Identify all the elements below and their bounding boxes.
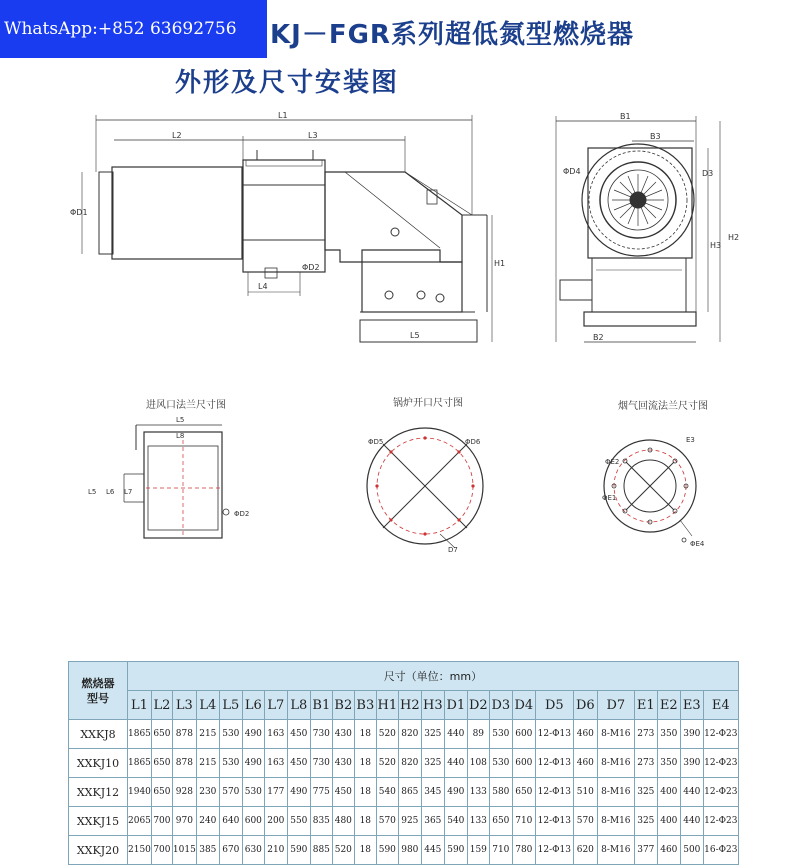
- table-cell: 1865: [128, 720, 152, 749]
- table-cell: 8-M16: [597, 807, 634, 836]
- table-cell: 430: [332, 720, 354, 749]
- column-header: D2: [467, 691, 489, 720]
- dim-label: ΦD2: [302, 263, 320, 272]
- table-cell: 163: [264, 720, 287, 749]
- column-header: E2: [657, 691, 680, 720]
- column-header: E3: [680, 691, 703, 720]
- column-header: H3: [421, 691, 444, 720]
- table-cell: 520: [376, 720, 398, 749]
- table-row: [69, 749, 739, 778]
- dim-label: ΦE2: [605, 458, 620, 466]
- table-cell: 650: [512, 778, 535, 807]
- title-line-2: 外形及尺寸安装图: [175, 68, 400, 98]
- table-cell: 12-Φ13: [535, 778, 573, 807]
- table-cell: 440: [444, 720, 467, 749]
- table-cell: 820: [398, 720, 421, 749]
- column-header: L7: [264, 691, 287, 720]
- table-cell: 390: [680, 749, 703, 778]
- table-cell: 780: [512, 836, 535, 865]
- table-cell: 710: [512, 807, 535, 836]
- table-cell: 650: [489, 807, 512, 836]
- table-cell: 8-M16: [597, 836, 634, 865]
- column-header: D6: [573, 691, 597, 720]
- table-cell: 530: [489, 720, 512, 749]
- table-cell: 775: [310, 778, 332, 807]
- dim-label: ΦE1: [602, 494, 617, 502]
- table-cell: 640: [219, 807, 242, 836]
- table-cell: 163: [264, 749, 287, 778]
- dim-label: L5: [176, 416, 185, 424]
- table-cell: 377: [634, 836, 657, 865]
- table-cell: 970: [172, 807, 196, 836]
- dim-label: D7: [448, 546, 458, 554]
- table-cell: 12-Φ13: [535, 749, 573, 778]
- dim-label: L3: [308, 131, 318, 140]
- column-header: E4: [703, 691, 738, 720]
- table-cell: 215: [196, 720, 219, 749]
- table-cell: 885: [310, 836, 332, 865]
- table-cell: 1015: [172, 836, 196, 865]
- title-line-1: KJ－FGR系列超低氮型燃烧器: [270, 20, 634, 50]
- column-header: L3: [172, 691, 196, 720]
- table-cell: 590: [444, 836, 467, 865]
- table-cell: 2150: [128, 836, 152, 865]
- table-cell: 928: [172, 778, 196, 807]
- column-header: L5: [219, 691, 242, 720]
- column-header: B1: [310, 691, 332, 720]
- column-header: D1: [444, 691, 467, 720]
- table-cell: 700: [151, 807, 172, 836]
- table-cell: 18: [354, 836, 376, 865]
- column-header: H2: [398, 691, 421, 720]
- table-cell: 570: [573, 807, 597, 836]
- inlet-flange-caption: 进风口法兰尺寸图: [146, 400, 226, 411]
- table-cell: 865: [398, 778, 421, 807]
- dim-label: H1: [494, 259, 506, 268]
- table-cell: 12-Φ23: [703, 807, 738, 836]
- table-cell: 2065: [128, 807, 152, 836]
- table-cell: 460: [573, 749, 597, 778]
- column-header: L4: [196, 691, 219, 720]
- table-cell: 12-Φ23: [703, 749, 738, 778]
- table-cell: 350: [657, 749, 680, 778]
- dim-label: ΦD4: [563, 167, 581, 176]
- model-cell: XXKJ8: [69, 720, 128, 749]
- column-header: B3: [354, 691, 376, 720]
- table-cell: 365: [421, 807, 444, 836]
- table-cell: 400: [657, 778, 680, 807]
- dim-label: L5: [410, 331, 420, 340]
- table-cell: 590: [376, 836, 398, 865]
- column-header: D3: [489, 691, 512, 720]
- table-cell: 18: [354, 749, 376, 778]
- table-cell: 650: [151, 720, 172, 749]
- table-cell: 12-Φ23: [703, 778, 738, 807]
- dim-label: E3: [686, 436, 695, 444]
- dim-label: L1: [278, 111, 288, 120]
- table-cell: 600: [242, 807, 264, 836]
- table-cell: 325: [634, 807, 657, 836]
- model-cell: XXKJ20: [69, 836, 128, 865]
- table-cell: 450: [287, 720, 310, 749]
- table-cell: 530: [219, 720, 242, 749]
- table-row: [69, 836, 739, 865]
- table-cell: 670: [219, 836, 242, 865]
- table-cell: 570: [219, 778, 242, 807]
- dim-label: L8: [176, 432, 185, 440]
- table-cell: 440: [680, 807, 703, 836]
- table-cell: 500: [680, 836, 703, 865]
- inlet-flange-drawing: [88, 416, 249, 538]
- table-cell: 520: [332, 836, 354, 865]
- table-cell: 12-Φ13: [535, 836, 573, 865]
- table-cell: 490: [242, 720, 264, 749]
- dim-label: L5: [88, 488, 97, 496]
- fgr-flange-drawing: [602, 436, 705, 548]
- column-header: E1: [634, 691, 657, 720]
- table-cell: 878: [172, 749, 196, 778]
- table-cell: 460: [573, 720, 597, 749]
- column-header: L6: [242, 691, 264, 720]
- model-cell: XXKJ15: [69, 807, 128, 836]
- table-cell: 925: [398, 807, 421, 836]
- dim-label: ΦD2: [234, 510, 250, 518]
- dim-label: ΦD1: [70, 208, 88, 217]
- table-cell: 570: [376, 807, 398, 836]
- table-cell: 580: [489, 778, 512, 807]
- table-cell: 520: [376, 749, 398, 778]
- table-cell: 18: [354, 807, 376, 836]
- table-cell: 620: [573, 836, 597, 865]
- table-unit-header: 尺寸（单位：mm）: [128, 662, 739, 691]
- table-cell: 490: [242, 749, 264, 778]
- dim-label: ΦD5: [368, 438, 384, 446]
- table-row: [69, 778, 739, 807]
- table-cell: 530: [489, 749, 512, 778]
- table-corner-header: 燃烧器 型号: [69, 662, 128, 720]
- table-cell: 445: [421, 836, 444, 865]
- table-cell: 600: [512, 749, 535, 778]
- table-cell: 345: [421, 778, 444, 807]
- table-cell: 8-M16: [597, 749, 634, 778]
- table-cell: 440: [680, 778, 703, 807]
- table-cell: 8-M16: [597, 778, 634, 807]
- boiler-opening-caption: 锅炉开口尺寸图: [393, 398, 463, 409]
- column-header: L8: [287, 691, 310, 720]
- whatsapp-watermark: WhatsApp:+852 63692756: [0, 0, 267, 58]
- dim-label: L6: [106, 488, 115, 496]
- table-cell: 540: [444, 807, 467, 836]
- column-header: D5: [535, 691, 573, 720]
- table-cell: 430: [332, 749, 354, 778]
- table-cell: 1865: [128, 749, 152, 778]
- table-cell: 18: [354, 720, 376, 749]
- table-cell: 480: [332, 807, 354, 836]
- dim-label: D3: [702, 169, 714, 178]
- table-cell: 440: [444, 749, 467, 778]
- table-cell: 650: [151, 749, 172, 778]
- table-cell: 650: [151, 778, 172, 807]
- table-cell: 450: [287, 749, 310, 778]
- column-header: D7: [597, 691, 634, 720]
- table-cell: 159: [467, 836, 489, 865]
- table-cell: 210: [264, 836, 287, 865]
- fgr-flange-caption: 烟气回流法兰尺寸图: [618, 401, 708, 412]
- table-cell: 820: [398, 749, 421, 778]
- table-cell: 230: [196, 778, 219, 807]
- table-cell: 12-Φ13: [535, 720, 573, 749]
- table-cell: 325: [421, 720, 444, 749]
- table-cell: 177: [264, 778, 287, 807]
- dim-label: H3: [710, 241, 722, 250]
- table-cell: 530: [219, 749, 242, 778]
- table-row: [69, 720, 739, 749]
- table-cell: 460: [657, 836, 680, 865]
- dim-label: H2: [728, 233, 740, 242]
- table-cell: 16-Φ23: [703, 836, 738, 865]
- table-cell: 200: [264, 807, 287, 836]
- dim-label: ΦD6: [465, 438, 481, 446]
- table-cell: 730: [310, 749, 332, 778]
- table-cell: 350: [657, 720, 680, 749]
- table-cell: 730: [310, 720, 332, 749]
- side-view-drawing: [70, 111, 505, 342]
- table-cell: 490: [287, 778, 310, 807]
- table-cell: 530: [242, 778, 264, 807]
- table-cell: 835: [310, 807, 332, 836]
- table-cell: 450: [332, 778, 354, 807]
- table-cell: 700: [151, 836, 172, 865]
- dim-label: L4: [258, 282, 268, 291]
- dim-label: L7: [124, 488, 133, 496]
- table-cell: 550: [287, 807, 310, 836]
- dim-label: B3: [650, 132, 661, 141]
- table-column-headers: [69, 691, 739, 720]
- column-header: D4: [512, 691, 535, 720]
- table-cell: 133: [467, 807, 489, 836]
- table-cell: 325: [634, 778, 657, 807]
- table-cell: 600: [512, 720, 535, 749]
- table-cell: 108: [467, 749, 489, 778]
- spec-table: [68, 661, 739, 865]
- dim-label: L2: [172, 131, 182, 140]
- dim-label: B1: [620, 112, 631, 121]
- column-header: L2: [151, 691, 172, 720]
- table-cell: 390: [680, 720, 703, 749]
- table-body: [69, 720, 739, 865]
- table-cell: 8-M16: [597, 720, 634, 749]
- table-cell: 325: [421, 749, 444, 778]
- front-view-drawing: [556, 112, 739, 342]
- table-cell: 540: [376, 778, 398, 807]
- table-cell: 273: [634, 720, 657, 749]
- table-cell: 133: [467, 778, 489, 807]
- table-cell: 12-Φ23: [703, 720, 738, 749]
- table-cell: 590: [287, 836, 310, 865]
- table-cell: 12-Φ13: [535, 807, 573, 836]
- table-cell: 490: [444, 778, 467, 807]
- column-header: H1: [376, 691, 398, 720]
- table-cell: 878: [172, 720, 196, 749]
- table-cell: 385: [196, 836, 219, 865]
- table-cell: 980: [398, 836, 421, 865]
- table-cell: 630: [242, 836, 264, 865]
- column-header: L1: [128, 691, 152, 720]
- table-cell: 273: [634, 749, 657, 778]
- table-cell: 1940: [128, 778, 152, 807]
- table-cell: 240: [196, 807, 219, 836]
- table-cell: 89: [467, 720, 489, 749]
- dim-label: B2: [593, 333, 604, 342]
- table-cell: 710: [489, 836, 512, 865]
- table-row: [69, 807, 739, 836]
- boiler-opening-drawing: [367, 428, 483, 554]
- column-header: B2: [332, 691, 354, 720]
- table-cell: 18: [354, 778, 376, 807]
- model-cell: XXKJ12: [69, 778, 128, 807]
- table-cell: 400: [657, 807, 680, 836]
- table-cell: 215: [196, 749, 219, 778]
- dim-label: ΦE4: [690, 540, 705, 548]
- table-cell: 510: [573, 778, 597, 807]
- model-cell: XXKJ10: [69, 749, 128, 778]
